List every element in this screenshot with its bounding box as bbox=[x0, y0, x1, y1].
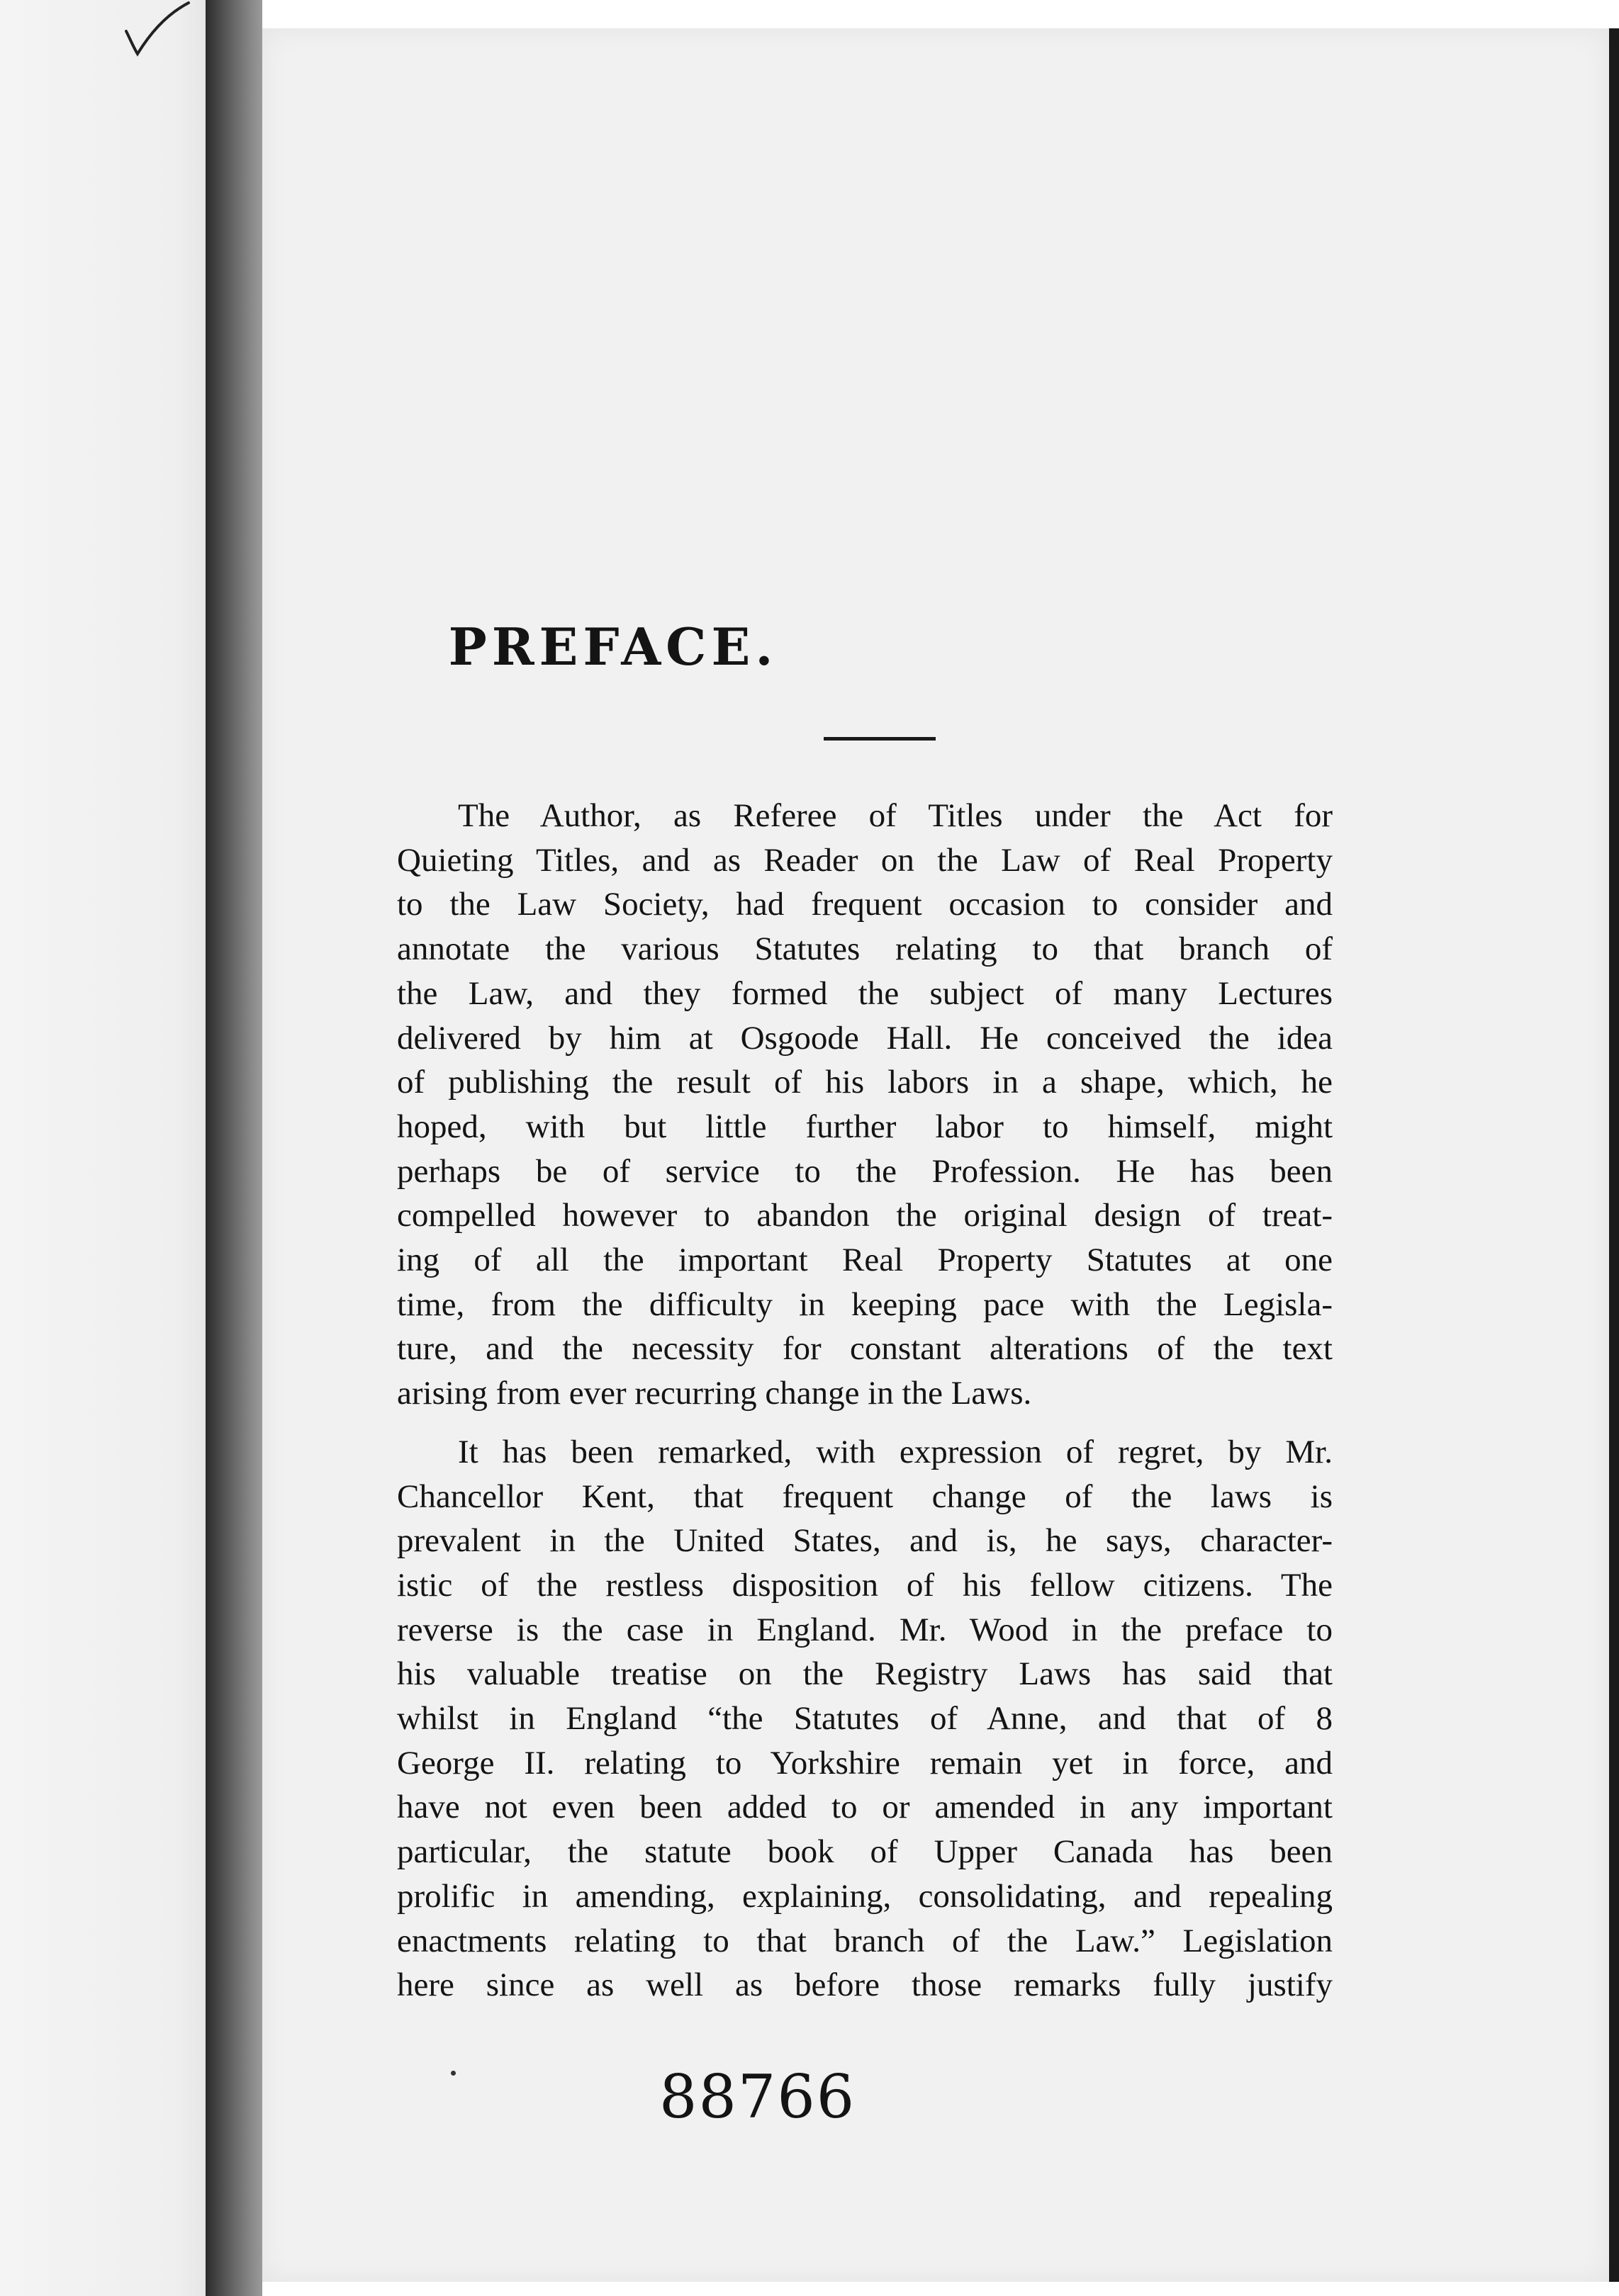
text-line: It has been remarked, with expression of regret, by Mr. bbox=[458, 1433, 1333, 1470]
text-line: ture, and the necessity for constant alterations of the text bbox=[397, 1330, 1333, 1368]
text-line: his valuable treatise on the Registry Laws has said that bbox=[397, 1655, 1333, 1693]
text-line: to the Law Society, had frequent occasion to consider and bbox=[397, 886, 1333, 923]
book-spine bbox=[206, 0, 262, 2296]
footer-number: 88766 bbox=[659, 2062, 856, 2132]
text-line: annotate the various Statutes relating to that branch of bbox=[397, 930, 1333, 968]
text-line: ing of all the important Real Property Statutes at one bbox=[397, 1242, 1333, 1279]
text-line: the Law, and they formed the subject of many Lectures bbox=[397, 974, 1333, 1012]
text-line: prevalent in the United States, and is, he says, character- bbox=[397, 1522, 1333, 1560]
text-line: enactments relating to that branch of the Law.” Legislation bbox=[397, 1922, 1333, 1959]
text-line: The Author, as Referee of Titles under the Act for bbox=[458, 797, 1333, 834]
text-line: of publishing the result of his labors in a shape, which, he bbox=[397, 1064, 1333, 1101]
text-line: Quieting Titles, and as Reader on the Law of Real Property bbox=[397, 841, 1333, 879]
text-line: prolific in amending, explaining, consolidating, and repealing bbox=[397, 1877, 1333, 1915]
preface-text bbox=[397, 794, 1333, 2008]
text-line: compelled however to abandon the original design of treat- bbox=[397, 1197, 1333, 1234]
paragraph-1 bbox=[397, 794, 1333, 1416]
text-line: hoped, with but little further labor to himself, might bbox=[397, 1108, 1333, 1145]
ink-speck bbox=[451, 2071, 456, 2076]
text-line: George II. relating to Yorkshire remain yet in force, and bbox=[397, 1744, 1333, 1782]
paragraph-2 bbox=[397, 1430, 1333, 2008]
text-line: Chancellor Kent, that frequent change of the laws is bbox=[397, 1478, 1333, 1515]
check-mark-icon bbox=[121, 0, 198, 64]
text-line: istic of the restless disposition of his fellow citizens. The bbox=[397, 1566, 1333, 1604]
text-line: delivered by him at Osgoode Hall. He conceived the idea bbox=[397, 1019, 1333, 1057]
text-line: time, from the difficulty in keeping pace with the Legisla- bbox=[397, 1285, 1333, 1323]
text-line: here since as well as before those remarks fully justify bbox=[397, 1966, 1333, 2004]
text-line: have not even been added to or amended in any important bbox=[397, 1789, 1333, 1826]
text-line: whilst in England “the Statutes of Anne, and that of 8 bbox=[397, 1700, 1333, 1738]
text-line: perhaps be of service to the Profession. He has been bbox=[397, 1152, 1333, 1190]
page-title: PREFACE. bbox=[448, 617, 778, 677]
text-line: arising from ever recurring change in the Laws. bbox=[397, 1375, 1032, 1412]
text-line: particular, the statute book of Upper Canada has been bbox=[397, 1833, 1333, 1871]
text-line: reverse is the case in England. Mr. Wood in the preface to bbox=[397, 1611, 1333, 1648]
title-rule bbox=[824, 737, 936, 741]
left-page-edge bbox=[0, 0, 206, 2296]
